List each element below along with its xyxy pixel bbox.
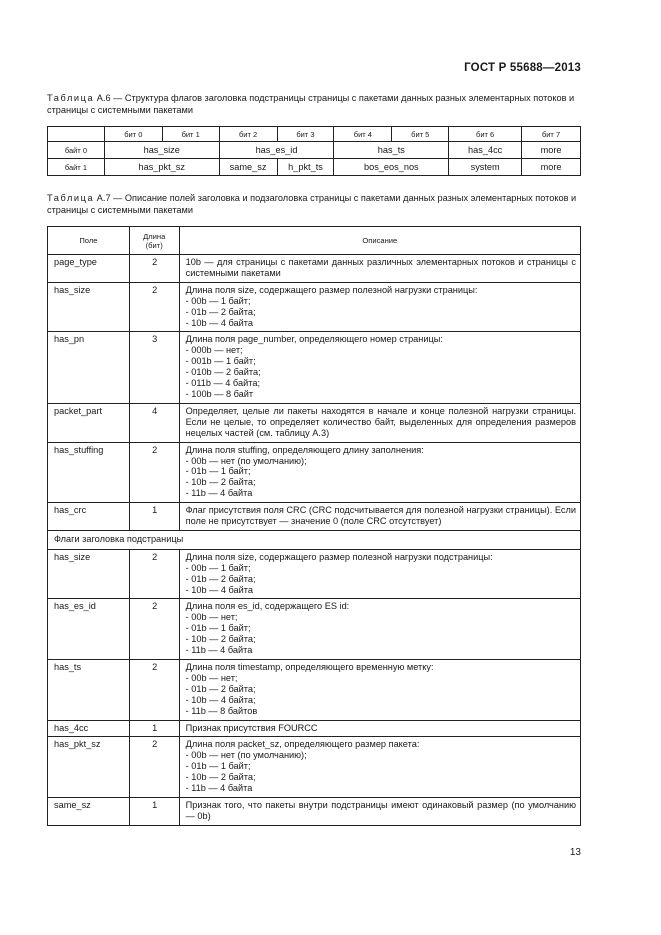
field-name: has_es_id bbox=[48, 599, 130, 660]
field-description bbox=[179, 720, 580, 737]
field-description bbox=[179, 549, 580, 599]
field-length: 2 bbox=[129, 599, 179, 660]
description-line: - 11b — 4 байта bbox=[185, 645, 253, 656]
description-line: Длина поля page_number, определяющего номер страницы: bbox=[185, 334, 443, 345]
field-length: 2 bbox=[129, 737, 179, 798]
table-row bbox=[48, 720, 581, 737]
table-row bbox=[48, 549, 581, 599]
field-name: has_4cc bbox=[48, 720, 130, 737]
document-id: ГОСТ Р 55688—2013 bbox=[464, 62, 581, 74]
field-name: has_pn bbox=[48, 332, 130, 403]
bit-header: бит 6 bbox=[449, 127, 522, 142]
flag-cell: bos_eos_nos bbox=[334, 159, 449, 176]
flag-cell: h_pkt_ts bbox=[277, 159, 334, 176]
description-line: - 11b — 4 байта bbox=[185, 783, 253, 794]
bit-header-row bbox=[48, 127, 581, 142]
description-line: - 01b — 1 байт; bbox=[185, 761, 251, 772]
description-line: - 10b — 2 байта; bbox=[185, 634, 256, 645]
column-header-description: Описание bbox=[179, 227, 580, 255]
description-line: Определяет, целые ли пакеты находятся в начале и конце полезной нагрузки страницы. Если не целые, то определяет количество байт, выделенных для определения размеров нецелых частей (см. таблицу А.3) bbox=[185, 405, 576, 438]
table-row bbox=[48, 403, 581, 442]
table-row bbox=[48, 599, 581, 660]
table-a7-body bbox=[48, 255, 581, 826]
bit-header: бит 5 bbox=[392, 127, 449, 142]
field-length: 2 bbox=[129, 255, 179, 283]
description-line: Длина поля size, содержащего размер полезной нагрузки страницы: bbox=[185, 284, 478, 295]
description-line: - 00b — нет (по умолчанию); bbox=[185, 750, 307, 761]
description-line: - 11b — 8 байтов bbox=[185, 705, 258, 716]
field-name: page_type bbox=[48, 255, 130, 283]
description-line: - 00b — нет; bbox=[185, 612, 238, 623]
flag-cell: more bbox=[522, 142, 581, 159]
description-line: - 01b — 1 байт; bbox=[185, 623, 251, 634]
table-a6 bbox=[47, 126, 581, 176]
description-line: - 01b — 2 байта; bbox=[185, 683, 256, 694]
field-length: 1 bbox=[129, 797, 179, 825]
bit-header: бит 0 bbox=[104, 127, 162, 142]
column-header-length: Длина (бит) bbox=[129, 227, 179, 255]
field-description bbox=[179, 660, 580, 721]
field-description bbox=[179, 332, 580, 403]
field-name: has_size bbox=[48, 282, 130, 332]
description-line: - 010b — 2 байта; bbox=[185, 367, 261, 378]
field-length: 2 bbox=[129, 442, 179, 503]
description-line: - 10b — 2 байта; bbox=[185, 477, 256, 488]
description-line: - 001b — 1 байт; bbox=[185, 356, 256, 367]
section-title: Флаги заголовка подстраницы bbox=[48, 530, 581, 549]
field-name: has_ts bbox=[48, 660, 130, 721]
table-row bbox=[48, 797, 581, 825]
description-line: - 00b — 1 байт; bbox=[185, 295, 251, 306]
field-name: has_crc bbox=[48, 503, 130, 531]
field-length: 3 bbox=[129, 332, 179, 403]
field-description bbox=[179, 503, 580, 531]
field-length: 1 bbox=[129, 720, 179, 737]
field-length: 1 bbox=[129, 503, 179, 531]
description-line: - 01b — 1 байт; bbox=[185, 466, 251, 477]
bit-header: бит 3 bbox=[277, 127, 334, 142]
field-description bbox=[179, 599, 580, 660]
field-name: has_stuffing bbox=[48, 442, 130, 503]
flag-cell: more bbox=[522, 159, 581, 176]
bit-header: бит 4 bbox=[334, 127, 392, 142]
field-description bbox=[179, 255, 580, 283]
caption-lead: Таблица bbox=[47, 193, 95, 203]
description-line: Длина поля es_id, содержащего ES id: bbox=[185, 601, 350, 612]
caption-lead: Таблица bbox=[47, 93, 95, 103]
field-description bbox=[179, 737, 580, 798]
field-description bbox=[179, 282, 580, 332]
field-description bbox=[179, 797, 580, 825]
byte-row bbox=[48, 142, 581, 159]
description-line: Длина поля size, содержащего размер полезной нагрузки подстраницы: bbox=[185, 551, 493, 562]
table-a7-caption bbox=[47, 192, 581, 216]
field-description bbox=[179, 442, 580, 503]
bit-header: бит 1 bbox=[162, 127, 219, 142]
description-line: - 011b — 4 байта; bbox=[185, 378, 260, 389]
bit-header: бит 7 bbox=[522, 127, 581, 142]
description-line: Длина поля packet_sz, определяющего размер пакета: bbox=[185, 739, 420, 750]
description-line: - 100b — 8 байт bbox=[185, 388, 254, 399]
description-line: - 01b — 2 байта; bbox=[185, 306, 256, 317]
field-length: 2 bbox=[129, 549, 179, 599]
page-number: 13 bbox=[569, 847, 581, 858]
section-row bbox=[48, 530, 581, 549]
field-name: packet_part bbox=[48, 403, 130, 442]
description-line: - 10b — 4 байта bbox=[185, 584, 254, 595]
table-row bbox=[48, 737, 581, 798]
description-line: - 00b — нет; bbox=[185, 672, 238, 683]
table-a7 bbox=[47, 226, 581, 826]
field-name: same_sz bbox=[48, 797, 130, 825]
table-row bbox=[48, 503, 581, 531]
field-description bbox=[179, 403, 580, 442]
byte-label: байт 0 bbox=[48, 142, 105, 159]
description-line: - 00b — нет (по умолчанию); bbox=[185, 455, 307, 466]
flag-cell: has_ts bbox=[334, 142, 449, 159]
table-a7-header-row bbox=[48, 227, 581, 255]
table-row bbox=[48, 332, 581, 403]
description-line: - 11b — 4 байта bbox=[185, 488, 253, 499]
description-line: 10b — для страницы с пакетами данных различных элементарных потоков и страницы с системными пакетами bbox=[185, 257, 576, 278]
table-row bbox=[48, 255, 581, 283]
description-line: Длина поля stuffing, определяющего длину заполнения: bbox=[185, 444, 424, 455]
description-line: - 10b — 4 байта; bbox=[185, 694, 256, 705]
flag-cell: has_pkt_sz bbox=[104, 159, 219, 176]
flag-cell: same_sz bbox=[219, 159, 277, 176]
field-name: has_pkt_sz bbox=[48, 737, 130, 798]
description-line: Флаг присутствия поля CRC (CRC подсчитывается для полезной нагрузки страницы). Если поле не присутствует — значение 0 (поле CRC отсутствует) bbox=[185, 505, 576, 527]
description-line: - 000b — нет; bbox=[185, 345, 243, 356]
flag-cell: system bbox=[449, 159, 522, 176]
field-length: 2 bbox=[129, 660, 179, 721]
table-row bbox=[48, 442, 581, 503]
byte-label: байт 1 bbox=[48, 159, 105, 176]
description-line: - 00b — 1 байт; bbox=[185, 562, 251, 573]
bit-header: бит 2 bbox=[219, 127, 277, 142]
description-line: Длина поля timestamp, определяющего временную метку: bbox=[185, 662, 434, 672]
flag-cell: has_4cc bbox=[449, 142, 522, 159]
description-line: Признак того, что пакеты внутри подстраницы имеют одинаковый размер (по умолчанию — 0b) bbox=[185, 799, 576, 821]
table-a6-caption bbox=[47, 92, 581, 116]
corner-cell bbox=[48, 127, 105, 142]
byte-row bbox=[48, 159, 581, 176]
field-length: 4 bbox=[129, 403, 179, 442]
column-header-field: Поле bbox=[48, 227, 130, 255]
description-line: - 01b — 2 байта; bbox=[185, 573, 256, 584]
table-row bbox=[48, 660, 581, 721]
field-length: 2 bbox=[129, 282, 179, 332]
flag-cell: has_size bbox=[104, 142, 219, 159]
description-line: Признак присутствия FOURCC bbox=[185, 722, 318, 733]
flag-cell: has_es_id bbox=[219, 142, 334, 159]
field-name: has_size bbox=[48, 549, 130, 599]
description-line: - 10b — 4 байта bbox=[185, 317, 254, 328]
caption-text: А.7 — Описание полей заголовка и подзаголовка страницы с пакетами данных разных элементарных потоков и страницы с системными пакетами bbox=[47, 193, 577, 215]
caption-text: А.6 — Структура флагов заголовка подстраницы страницы с пакетами данных разных элементарных потоков и страницы с системными пакетами bbox=[47, 93, 575, 115]
table-row bbox=[48, 282, 581, 332]
description-line: - 10b — 2 байта; bbox=[185, 772, 256, 783]
